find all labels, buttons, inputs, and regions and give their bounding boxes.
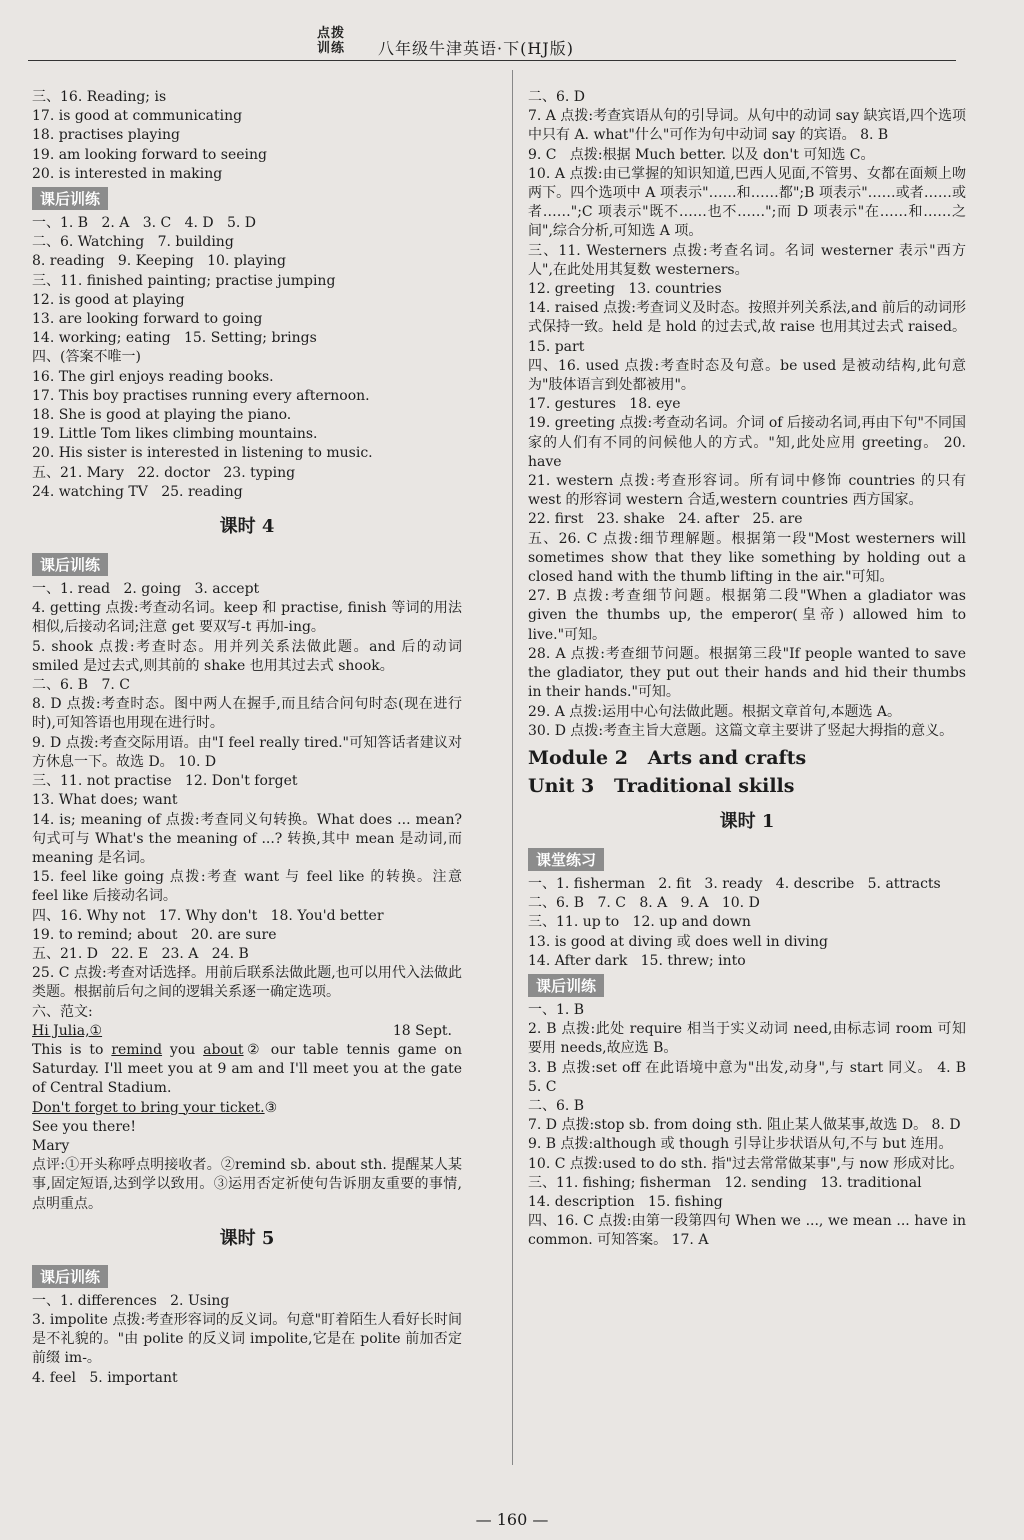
answer-line: 3. impolite 点拨:考查形容词的反义词。句意"盯着陌生人看好长时间是不礼貌的。"由 polite 的反义词 impolite,它是在 polite 前加否定前缀 im-。	[32, 1311, 462, 1367]
answer-line: 四、(答案不唯一)	[32, 349, 141, 366]
section-banner: 课后训练	[32, 187, 108, 210]
answer-line: 8. D 点拨:考查时态。图中两人在握手,而且结合问句时态(现在进行时),可知答语也用现在进行时。	[32, 696, 462, 732]
lesson-heading: 课时 5	[219, 1227, 275, 1249]
answer-line: 13. is good at diving 或 does well in diving	[528, 933, 828, 950]
unit-heading: Unit 3 Traditional skills	[528, 774, 795, 797]
answer-line: 四、16. used 点拨:考查时态及句意。be used 是被动结构,此句意为"肢体语言到处都被用"。	[528, 357, 966, 394]
essay-underlined: Don't forget to bring your ticket.	[32, 1099, 265, 1116]
answer-line: 18. She is good at playing the piano.	[32, 407, 292, 424]
answer-line: 四、16. C 点拨:由第一段第四句 When we ..., we mean ... have in common. 可知答案。 17. A	[528, 1213, 966, 1249]
answer-line: 10. A 点拨:由已掌握的知识知道,巴西人见面,不管男、女都在面颊上吻两下。四个选项中 A 项表示"……和……都";B 项表示"……或者……或者……";C 项表示"既不……也不……";而 D 项表示"在……和……之间",综合分析,可知选 A 项。	[528, 165, 966, 240]
answer-line: 2. B 点拨:此处 require 相当于实义动词 need,由标志词 room 可知要用 needs,故应选 B。	[528, 1021, 966, 1057]
answer-line: 30. D 点拨:考查主旨大意题。这篇文章主要讲了竖起大拇指的意义。	[528, 722, 954, 739]
answer-line: 14. raised 点拨:考查词义及时态。按照并列关系法,and 前后的动词形式保持一致。held 是 hold 的过去式,故 raise 也用其过去式 raised。 15. part	[528, 300, 966, 355]
answer-line: 三、16. Reading; is	[32, 89, 167, 105]
answer-line: 8. reading 9. Keeping 10. playing	[32, 253, 286, 270]
answer-line: 20. His sister is interested in listening to music.	[32, 445, 373, 462]
answer-line: 一、1. read 2. going 3. accept	[32, 581, 260, 598]
essay-underlined: remind	[111, 1041, 163, 1058]
section-banner: 课堂练习	[528, 848, 604, 871]
answer-line: 一、1. differences 2. Using	[32, 1292, 230, 1309]
answer-line: 二、6. B 7. C	[32, 677, 130, 694]
essay-mark: ③	[264, 1099, 278, 1116]
answer-line: 3. B 点拨:set off 在此语境中意为"出发,动身",与 start 同义。 4. B 5. C	[528, 1059, 966, 1095]
answer-line: 15. feel like going 点拨:考查 want 与 feel like 的转换。注意 feel like 后接动名词。	[32, 869, 462, 905]
answer-line: 19. Little Tom likes climbing mountains.	[32, 426, 318, 443]
answer-line: 12. is good at playing	[32, 291, 185, 308]
answer-line: 五、21. D 22. E 23. A 24. B	[32, 945, 249, 962]
answer-line: 24. watching TV 25. reading	[32, 483, 243, 500]
answer-line: 4. feel 5. important	[32, 1369, 178, 1386]
answer-line: 17. gestures 18. eye	[528, 396, 681, 413]
essay-forget-line	[32, 1099, 462, 1118]
answer-line: 三、11. finished painting; practise jumping	[32, 272, 336, 289]
answer-line: 一、1. fisherman 2. fit 3. ready 4. describe 5. attracts	[528, 875, 941, 892]
answer-line: 13. What does; want	[32, 792, 178, 809]
answer-line: 17. This boy practises running every afternoon.	[32, 387, 370, 404]
answer-line: 5. shook 点拨:考查时态。用并列关系法做此题。and 后的动词 smiled 是过去式,则其前的 shake 也用其过去式 shook。	[32, 638, 462, 674]
section-banner: 课后训练	[528, 974, 604, 997]
lesson-heading: 课时 1	[719, 810, 775, 832]
answer-line: 一、1. B 2. A 3. C 4. D 5. D	[32, 215, 256, 232]
answer-line: 7. D 点拨:stop sb. from doing sth. 阻止某人做某事,故选 D。 8. D	[528, 1117, 961, 1134]
answer-line: 20. is interested in making	[32, 165, 223, 182]
answer-line: 三、11. fishing; fisherman 12. sending 13. traditional	[528, 1174, 922, 1191]
answer-line: 二、6. B 7. C 8. A 9. A 10. D	[528, 895, 760, 912]
answer-line: 19. greeting 点拨:考查动名词。介词 of 后接动名词,再由下句"不同国家的人们有不同的问候他人的方式。"知,此处应用 greeting。 20. have	[528, 415, 966, 470]
answer-line: 18. practises playing	[32, 127, 180, 144]
logo-top-text: 点拨	[317, 26, 346, 41]
answer-line: 9. C 点拨:根据 Much better. 以及 don't 可知选 C。	[528, 146, 875, 163]
answer-line: 27. B 点拨:考查细节问题。根据第二段"When a gladiator was given the thumbs up, the emperor(皇帝) allowed him to live."可知。	[528, 588, 966, 643]
answer-line: 19. to remind; about 20. are sure	[32, 926, 277, 943]
book-title: 八年级牛津英语·下(HJ版)	[378, 39, 574, 58]
answer-line: 14. is; meaning of 点拨:考查同义句转换。What does ... mean? 句式可与 What's the meaning of ...? 转换,其中 mean 是动词,而 meaning 是名词。	[32, 811, 462, 866]
answer-line: 7. A 点拨:考查宾语从句的引导词。从句中的动词 say 缺宾语,四个选项中只有 A. what"什么"可作为句中动词 say 的宾语。 8. B	[528, 108, 966, 144]
module-heading: Module 2 Arts and crafts	[528, 746, 807, 769]
answer-line: 二、6. Watching 7. building	[32, 234, 234, 251]
answer-line: 五、21. Mary 22. doctor 23. typing	[32, 464, 296, 481]
page-number: — 160 —	[475, 1510, 549, 1529]
answer-line: 14. After dark 15. threw; into	[528, 952, 746, 969]
header-divider	[28, 60, 956, 61]
essay-text: you	[162, 1041, 204, 1058]
answer-line: 17. is good at communicating	[32, 108, 243, 125]
answer-line: 二、6. B	[528, 1097, 585, 1114]
answer-line: 14. description 15. fishing	[528, 1193, 723, 1210]
answer-line: 五、26. C 点拨:细节理解题。根据第一段"Most westerners will sometimes show that they like something by holding out a closed hand with the thumb lifting in the air."可知。	[528, 530, 966, 586]
answer-line: 28. A 点拨:考查细节问题。根据第三段"If people wanted to save the gladiator, they put out their hands and hid their thumbs in their hands."可知。	[528, 645, 966, 701]
essay-close: See you there!	[32, 1118, 136, 1135]
answer-line: 9. D 点拨:考查交际用语。由"I feel really tired."可知答话者建议对方休息一下。故选 D。 10. D	[32, 734, 462, 770]
essay-underlined: about	[203, 1041, 244, 1058]
essay-greeting: Hi Julia,①	[32, 1022, 103, 1039]
answer-line: 22. first 23. shake 24. after 25. are	[528, 511, 803, 528]
answer-line: 19. am looking forward to seeing	[32, 146, 267, 163]
essay-comment: 点评:①开头称呼点明接收者。②remind sb. about sth. 提醒某人某事,固定短语,达到学以致用。③运用否定祈使句告诉朋友重要的事情,点明重点。	[32, 1157, 462, 1212]
answer-line: 10. C 点拨:used to do sth. 指"过去常常做某事",与 now 形成对比。	[528, 1155, 964, 1172]
right-column	[528, 88, 966, 1251]
answer-line: 25. C 点拨:考查对话选择。用前后联系法做此题,也可以用代入法做此类题。根据前后句之间的逻辑关系逐一确定选项。	[32, 965, 462, 1001]
answer-line: 14. working; eating 15. Setting; brings	[32, 330, 317, 347]
essay-text: ② our table tennis game on Saturday. I'll meet you at 9 am and I'll meet you at the gate of Central Stadium.	[32, 1041, 462, 1097]
answer-line: 29. A 点拨:运用中心句法做此题。根据文章首句,本题选 A。	[528, 703, 902, 720]
answer-line: 三、11. not practise 12. Don't forget	[32, 773, 298, 790]
answer-line: 9. B 点拨:although 或 though 引导让步状语从句,不与 but 连用。	[528, 1136, 953, 1153]
lesson-heading: 课时 4	[219, 516, 275, 538]
answer-line: 一、1. B	[528, 1001, 585, 1018]
brand-logo	[317, 26, 345, 56]
answer-line: 四、16. Why not 17. Why don't 18. You'd better	[32, 907, 384, 924]
essay-body	[32, 1041, 462, 1099]
section-banner: 课后训练	[32, 553, 108, 576]
answer-line: 三、11. up to 12. up and down	[528, 914, 751, 931]
essay-date: 18 Sept.	[392, 1022, 452, 1039]
answer-line: 三、11. Westerners 点拨:考查名词。名词 westerner 表示"西方人",在此处用其复数 westerners。	[528, 242, 966, 278]
answer-line: 二、6. D	[528, 89, 586, 105]
answer-line: 21. western 点拨:考查形容词。所有词中修饰 countries 的只有 west 的形容词 western 合适,western countries 西方国家。	[528, 473, 966, 509]
essay-greeting-line	[32, 1022, 462, 1041]
column-divider	[512, 70, 513, 1465]
essay-heading: 六、范文:	[32, 1003, 93, 1020]
section-banner: 课后训练	[32, 1265, 108, 1288]
page-header	[0, 0, 1024, 64]
logo-bottom-text: 训练	[317, 41, 346, 56]
essay-text: This is to	[32, 1041, 112, 1058]
left-column	[32, 88, 462, 1388]
answer-line: 16. The girl enjoys reading books.	[32, 368, 274, 385]
answer-line: 12. greeting 13. countries	[528, 281, 722, 298]
answer-line: 4. getting 点拨:考查动名词。keep 和 practise, finish 等词的用法相似,后接动名词;注意 get 要双写-t 再加-ing。	[32, 600, 462, 636]
answer-line: 13. are looking forward to going	[32, 311, 263, 328]
essay-signature: Mary	[32, 1137, 70, 1154]
